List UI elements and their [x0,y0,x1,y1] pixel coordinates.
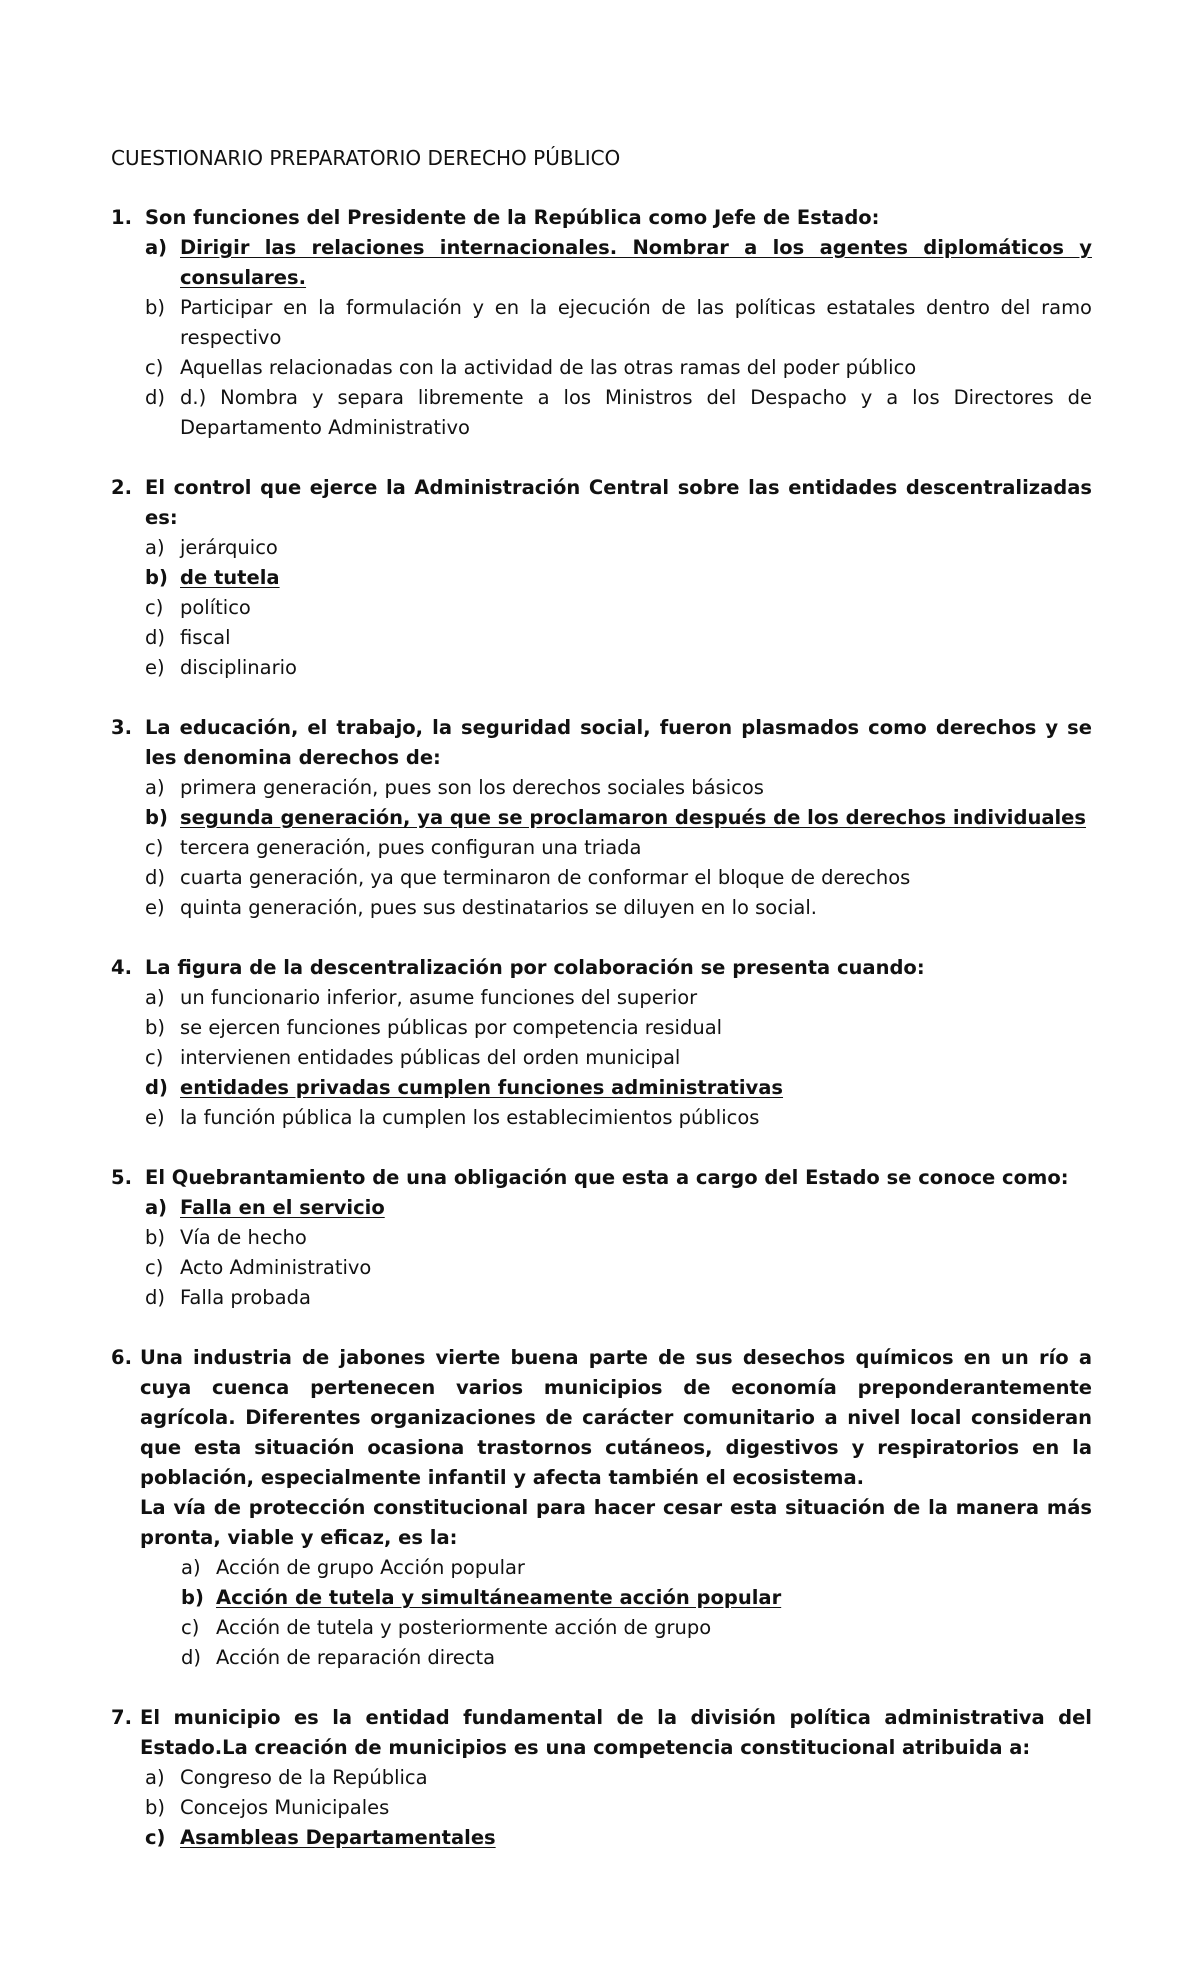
question-3 [111,713,1092,923]
question-header [111,1343,1092,1553]
option-text: Aquellas relacionadas con la actividad de las otras ramas del poder público [180,356,917,379]
option-letter: b) [145,1016,165,1039]
answer-option [111,353,1092,383]
question-number: 3. [111,716,132,739]
option-text: de tutela [180,566,280,589]
answer-option [111,1643,1092,1673]
question-1 [111,203,1092,443]
option-letter: b) [145,1226,165,1249]
option-text: Acción de tutela y posteriormente acción de grupo [216,1616,712,1639]
answer-option [111,533,1092,563]
question-paragraph: La educación, el trabajo, la seguridad social, fueron plasmados como derechos y se les denomina derechos de: [145,716,1092,769]
option-letter: b) [145,806,168,829]
answer-option [111,1763,1092,1793]
answer-option [111,1553,1092,1583]
question-text [145,1163,1092,1193]
answer-options [111,533,1092,683]
question-number: 2. [111,476,132,499]
option-text: Acción de reparación directa [216,1646,496,1669]
answer-option-correct [111,1823,1092,1853]
question-6 [111,1343,1092,1673]
question-5 [111,1163,1092,1313]
option-letter: c) [145,1046,164,1069]
question-7 [111,1703,1092,1853]
option-text: Dirigir las relaciones internacionales. Nombrar a los agentes diplomáticos y consulares. [180,236,1092,289]
answer-option-correct [111,563,1092,593]
answer-option [111,1283,1092,1313]
question-number: 5. [111,1166,132,1189]
question-paragraph: La figura de la descentralización por colaboración se presenta cuando: [145,956,925,979]
answer-option-correct [111,803,1092,833]
option-text: un funcionario inferior, asume funciones del superior [180,986,698,1009]
option-text: intervienen entidades públicas del orden municipal [180,1046,681,1069]
option-text: Asambleas Departamentales [180,1826,496,1849]
answer-options [111,1763,1092,1853]
question-text [140,1343,1092,1553]
option-letter: d) [145,386,165,409]
option-letter: e) [145,896,165,919]
question-text [145,713,1092,773]
option-text: Acción de tutela y simultáneamente acción popular [216,1586,782,1609]
question-header [111,1703,1092,1763]
question-number: 7. [111,1706,132,1729]
answer-option [111,1793,1092,1823]
option-letter: c) [145,1826,166,1849]
option-letter: c) [145,596,164,619]
question-paragraph: El control que ejerce la Administración Central sobre las entidades descentralizadas es: [145,476,1092,529]
question-text [145,953,1092,983]
option-letter: c) [145,836,164,859]
option-letter: a) [145,536,165,559]
answer-option [111,1613,1092,1643]
answer-option-correct [111,1583,1092,1613]
answer-options [111,773,1092,923]
answer-option [111,833,1092,863]
option-letter: a) [145,986,165,1009]
option-text: tercera generación, pues configuran una triada [180,836,642,859]
option-text: cuarta generación, ya que terminaron de conformar el bloque de derechos [180,866,911,889]
option-letter: d) [145,1076,168,1099]
answer-option [111,653,1092,683]
option-letter: d) [145,1286,165,1309]
option-letter: c) [145,356,164,379]
document-title: CUESTIONARIO PREPARATORIO DERECHO PÚBLICO [111,146,621,170]
question-paragraph: Son funciones del Presidente de la República como Jefe de Estado: [145,206,880,229]
question-paragraph: El Quebrantamiento de una obligación que esta a cargo del Estado se conoce como: [145,1166,1069,1189]
option-letter: e) [145,1106,165,1129]
question-number: 1. [111,206,132,229]
answer-options [111,1553,1092,1673]
option-letter: b) [181,1586,204,1609]
answer-option [111,1253,1092,1283]
question-number: 6. [111,1346,132,1369]
question-number: 4. [111,956,132,979]
option-letter: b) [145,1796,165,1819]
option-letter: c) [145,1256,164,1279]
question-header [111,203,1092,233]
answer-options [111,233,1092,443]
option-letter: a) [181,1556,201,1579]
option-text: segunda generación, ya que se proclamaron después de los derechos individuales [180,806,1086,829]
option-letter: a) [145,236,168,259]
answer-option [111,1223,1092,1253]
option-letter: d) [145,626,165,649]
option-text: Congreso de la República [180,1766,428,1789]
answer-option [111,293,1092,353]
answer-option [111,863,1092,893]
answer-option [111,623,1092,653]
option-text: Concejos Municipales [180,1796,390,1819]
option-text: Participar en la formulación y en la ejecución de las políticas estatales dentro del ramo respectivo [180,296,1092,349]
option-text: Acto Administrativo [180,1256,372,1279]
option-letter: d) [145,866,165,889]
option-text: Vía de hecho [180,1226,307,1249]
option-text: primera generación, pues son los derechos sociales básicos [180,776,764,799]
option-letter: a) [145,1196,168,1219]
question-4 [111,953,1092,1133]
answer-option [111,1103,1092,1133]
question-text [140,1703,1092,1763]
question-text [145,473,1092,533]
question-paragraph: La vía de protección constitucional para hacer cesar esta situación de la manera más pronta, viable y eficaz, es la: [140,1496,1092,1549]
answer-option [111,593,1092,623]
option-text: la función pública la cumplen los establecimientos públicos [180,1106,760,1129]
option-text: quinta generación, pues sus destinatarios se diluyen en lo social. [180,896,817,919]
answer-option [111,1043,1092,1073]
option-letter: b) [145,296,165,319]
answer-option-correct [111,1073,1092,1103]
option-text: se ejercen funciones públicas por competencia residual [180,1016,723,1039]
answer-option-correct [111,233,1092,293]
option-text: disciplinario [180,656,297,679]
option-letter: a) [145,776,165,799]
question-header [111,1163,1092,1193]
answer-option [111,1013,1092,1043]
option-text: Falla probada [180,1286,311,1309]
question-paragraph: El municipio es la entidad fundamental de la división política administrativa del Estado.La creación de municipios es una competencia constitucional atribuida a: [140,1706,1092,1759]
option-text: fiscal [180,626,231,649]
option-letter: c) [181,1616,200,1639]
question-text [145,203,1092,233]
option-letter: b) [145,566,168,589]
option-text: d.) Nombra y separa libremente a los Ministros del Despacho y a los Directores de Departamento Administrativo [180,386,1092,439]
answer-option [111,893,1092,923]
option-letter: a) [145,1766,165,1789]
answer-options [111,983,1092,1133]
question-header [111,953,1092,983]
question-paragraph: Una industria de jabones vierte buena parte de sus desechos químicos en un río a cuya cuenca pertenecen varios municipios de economía preponderantemente agrícola. Diferentes organizaciones de carácter comunitario a nivel local consideran que esta situación ocasiona trastornos cutáneos, digestivos y respiratorios en la población, especialmente infantil y afecta también el ecosistema. [140,1346,1092,1489]
answer-option [111,773,1092,803]
question-header [111,713,1092,773]
answer-option-correct [111,1193,1092,1223]
question-header [111,473,1092,533]
answer-option [111,383,1092,443]
answer-options [111,1193,1092,1313]
answer-option [111,983,1092,1013]
option-text: jerárquico [180,536,278,559]
option-letter: d) [181,1646,201,1669]
option-letter: e) [145,656,165,679]
option-text: Falla en el servicio [180,1196,385,1219]
option-text: político [180,596,251,619]
option-text: Acción de grupo Acción popular [216,1556,525,1579]
question-2 [111,473,1092,683]
option-text: entidades privadas cumplen funciones administrativas [180,1076,784,1099]
